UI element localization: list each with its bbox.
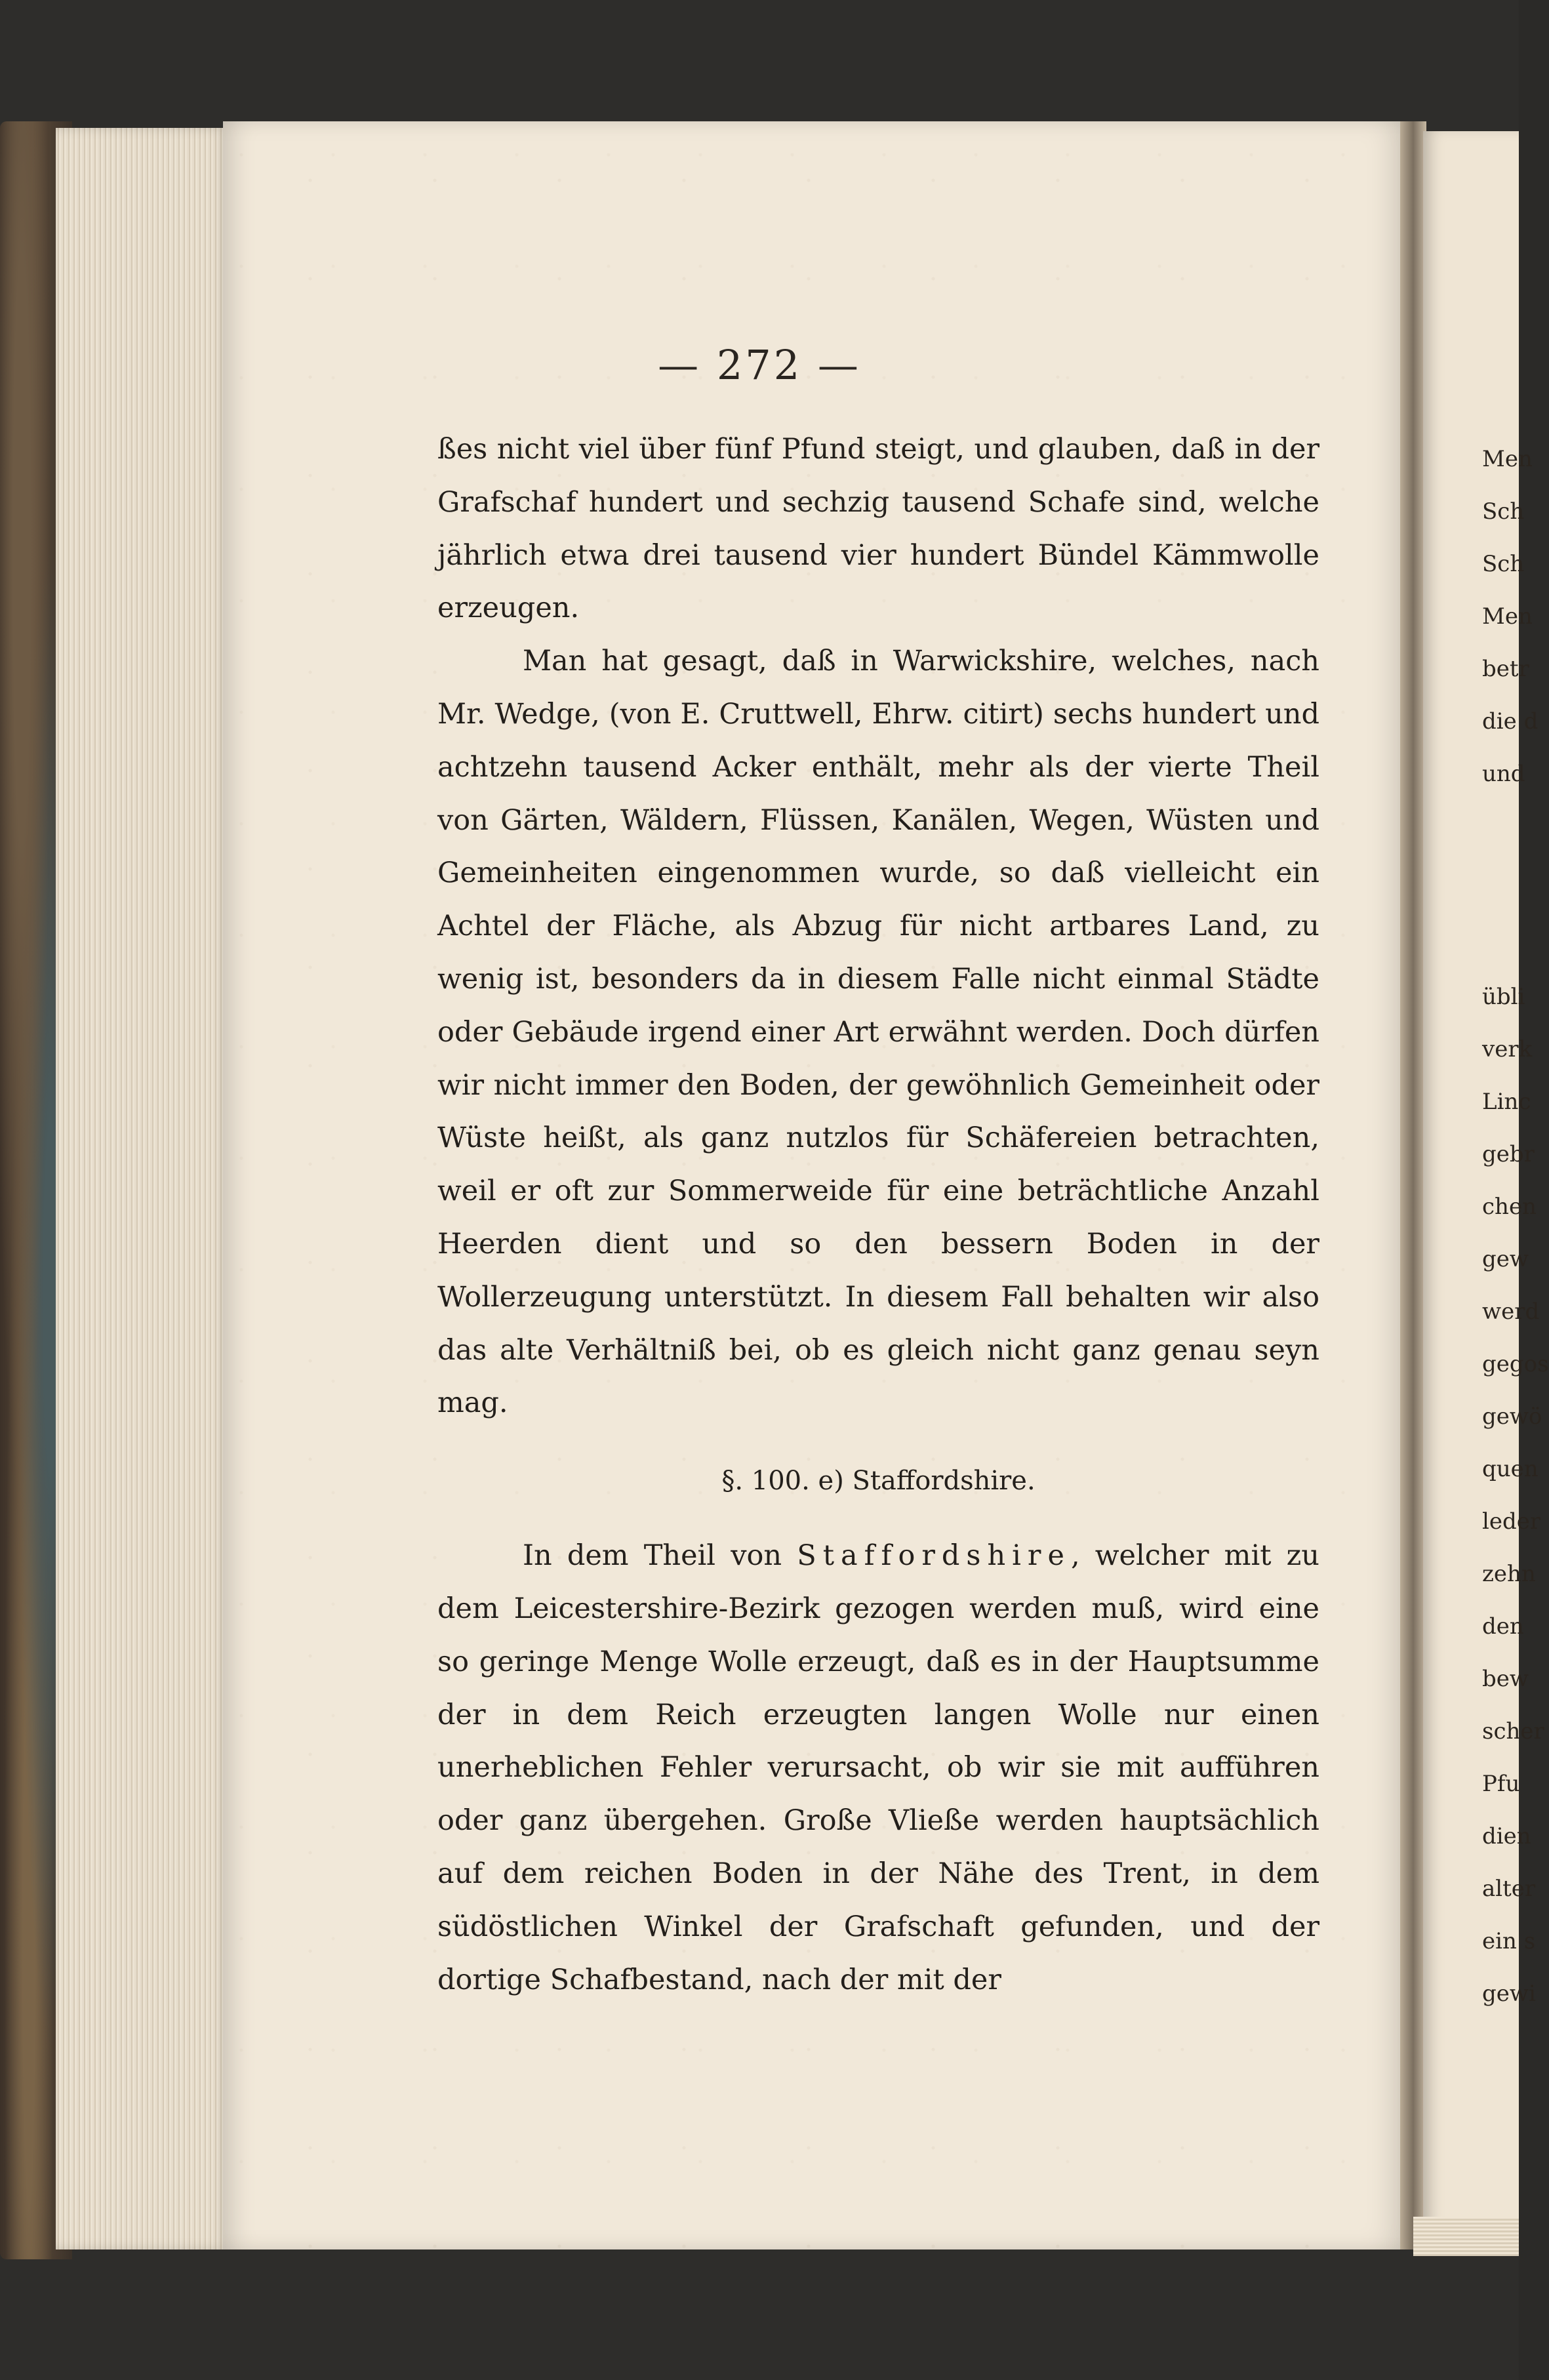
page-number: — 272 — — [658, 341, 861, 389]
facing-fragment: scher — [1482, 1718, 1544, 1745]
facing-fragment: leder — [1482, 1508, 1541, 1535]
facing-fragment: gebr — [1482, 1141, 1535, 1167]
facing-fragment: bew — [1482, 1666, 1529, 1692]
facing-fragment: gew — [1482, 1246, 1529, 1272]
spaced-place-name: Staffordshire — [797, 1539, 1071, 1573]
paragraph-3-lead: In dem Theil von — [523, 1539, 782, 1573]
facing-fragment: ein s — [1482, 1928, 1536, 1954]
book-gutter — [1400, 121, 1426, 2249]
facing-fragment: gewi — [1482, 1981, 1536, 2007]
facing-fragment: gegos — [1482, 1351, 1549, 1377]
facing-fragment: die d — [1482, 708, 1539, 735]
paragraph-2: Man hat gesagt, daß in Warwickshire, welches, nach Mr. Wedge, (von E. Cruttwell, Ehrw. citirt) sechs hundert und achtzehn tausend Acker enthält, mehr als der vierte Theil von Gärten, Wäldern, Flüssen, Kanälen, Wegen, Wüsten und Gemeinheiten eingenommen wurde, so daß vielleicht ein Achtel der Fläche, als Abzug für nicht artbares Land, zu wenig ist, besonders da in diesem Falle nicht einmal Städte oder Gebäude irgend einer Art erwähnt werden. Doch dürfen wir nicht immer den Boden, der gewöhnlich Gemeinheit oder Wüste heißt, als ganz nutzlos für Schäfereien betrachten, weil er oft zur Sommerweide für eine beträchtliche Anzahl Heerden dient und so den bessern Boden in der Wollerzeugung unterstützt. In diesem Fall behalten wir also das alte Verhältniß bei, ob es gleich nicht ganz genau seyn mag. — [437, 645, 1319, 1420]
body-text — [437, 423, 1319, 2006]
facing-fragment: Men — [1482, 603, 1533, 630]
facing-fragment: Men — [1482, 446, 1533, 472]
facing-fragment: dien — [1482, 1823, 1531, 1849]
facing-fragment: werd — [1482, 1299, 1540, 1325]
facing-fragment: Sch — [1482, 498, 1525, 525]
facing-fragment: zehn — [1482, 1561, 1536, 1587]
facing-fragment: quen — [1482, 1456, 1539, 1482]
facing-fragment: betr — [1482, 656, 1529, 682]
section-heading: §. 100. e) Staffordshire. — [721, 1466, 1036, 1497]
facing-fragment: verk — [1482, 1036, 1533, 1062]
page-stack-edge — [56, 128, 230, 2249]
paragraph-3 — [437, 1529, 1319, 2006]
facing-fragment: den — [1482, 1613, 1524, 1640]
facing-fragment: gewö — [1482, 1403, 1542, 1430]
facing-page-stack — [1413, 2217, 1519, 2256]
facing-fragment: und — [1482, 761, 1525, 787]
paragraph-1: ßes nicht viel über fünf Pfund steigt, und glauben, daß in der Grafschaf hundert und sechzig tausend Schafe sind, welche jährlich etwa drei tausend vier hundert Bündel Kämmwolle erzeugen. — [437, 433, 1319, 625]
facing-fragment: chen — [1482, 1194, 1537, 1220]
paragraph-3-rest: , welcher mit zu dem Leicestershire-Bezirk gezogen werden muß, wird eine so geringe Menge Wolle erzeugt, daß es in der Hauptsumme der in dem Reich erzeugten langen Wolle nur einen unerheblichen Fehler verursacht, ob wir sie mit aufführen oder ganz übergehen. Große Vließe werden hauptsächlich auf dem reichen Boden in der Nähe des Trent, in dem südöstlichen Winkel der Grafschaft gefunden, und der dortige Schafbestand, nach der mit der — [437, 1539, 1319, 1996]
facing-fragment: übli — [1482, 984, 1525, 1010]
facing-fragment: Pfu — [1482, 1771, 1520, 1797]
facing-fragment: Sch — [1482, 551, 1525, 577]
facing-fragment: alter — [1482, 1876, 1536, 1902]
facing-fragment: Linc — [1482, 1089, 1531, 1115]
